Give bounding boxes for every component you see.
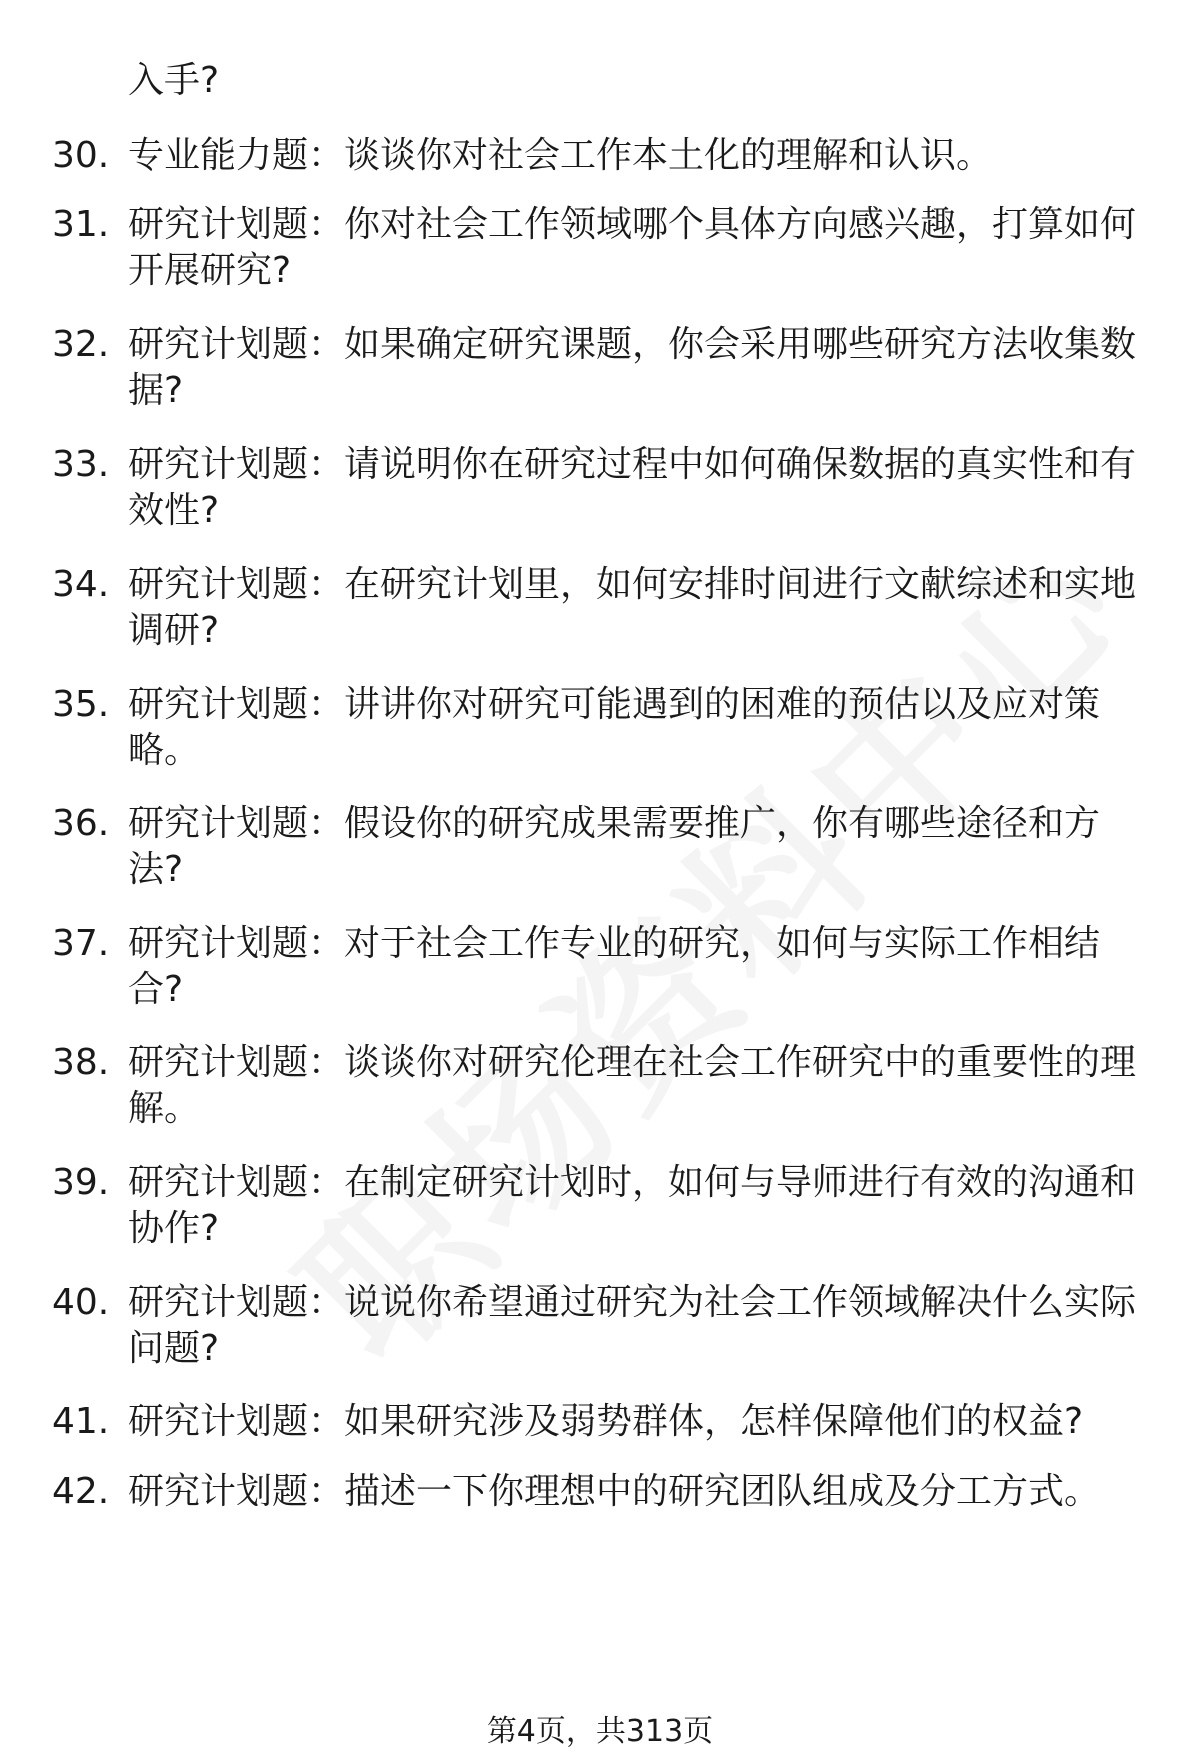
question-number: 42. bbox=[52, 1471, 110, 1512]
question-number: 33. bbox=[52, 444, 110, 485]
question-number: 30. bbox=[52, 135, 110, 176]
question-number: 38. bbox=[52, 1042, 110, 1083]
question-text: 研究计划题：说说你希望通过研究为社会工作领域解决什么实际问题? bbox=[128, 1282, 1137, 1369]
question-text: 研究计划题：在制定研究计划时，如何与导师进行有效的沟通和协作? bbox=[128, 1162, 1137, 1249]
question-number: 31. bbox=[52, 204, 110, 245]
question-number: 32. bbox=[52, 324, 110, 365]
question-number: 36. bbox=[52, 803, 110, 844]
question-number: 35. bbox=[52, 684, 110, 725]
question-number: 40. bbox=[52, 1282, 110, 1323]
question-number: 34. bbox=[52, 564, 110, 605]
question-text: 研究计划题：你对社会工作领域哪个具体方向感兴趣，打算如何开展研究? bbox=[128, 204, 1137, 291]
question-text: 研究计划题：如果确定研究课题，你会采用哪些研究方法收集数据? bbox=[128, 324, 1137, 411]
question-text: 研究计划题：谈谈你对研究伦理在社会工作研究中的重要性的理解。 bbox=[128, 1042, 1137, 1129]
question-number: 39. bbox=[52, 1162, 110, 1203]
question-text: 研究计划题：请说明你在研究过程中如何确保数据的真实性和有效性? bbox=[128, 444, 1137, 531]
question-text: 研究计划题：描述一下你理想中的研究团队组成及分工方式。 bbox=[128, 1471, 1101, 1512]
question-text: 研究计划题：如果研究涉及弱势群体，怎样保障他们的权益? bbox=[128, 1401, 1084, 1442]
question-number: 41. bbox=[52, 1401, 110, 1442]
question-text: 研究计划题：假设你的研究成果需要推广，你有哪些途径和方法? bbox=[128, 803, 1101, 890]
question-text: 研究计划题：对于社会工作专业的研究，如何与实际工作相结合? bbox=[128, 923, 1101, 1010]
question-text: 研究计划题：讲讲你对研究可能遇到的困难的预估以及应对策略。 bbox=[128, 684, 1101, 771]
page-number-footer: 第4页，共313页 bbox=[486, 1714, 714, 1749]
question-number: 37. bbox=[52, 923, 110, 964]
question-text: 研究计划题：在研究计划里，如何安排时间进行文献综述和实地调研? bbox=[128, 564, 1137, 651]
continuation-text: 入手? bbox=[128, 60, 220, 101]
question-text: 专业能力题：谈谈你对社会工作本土化的理解和认识。 bbox=[128, 135, 993, 176]
